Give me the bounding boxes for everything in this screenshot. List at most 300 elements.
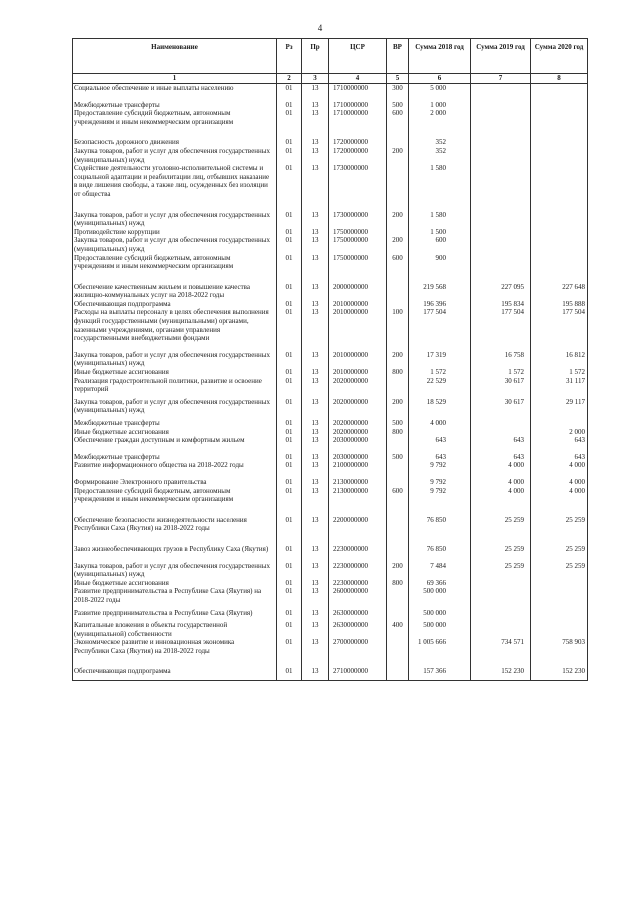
cell-sum-2019: 643	[471, 436, 531, 445]
spacer-cell	[302, 533, 329, 545]
col-number: 2	[277, 74, 302, 84]
spacer-cell	[471, 445, 531, 453]
cell-rz: 01	[277, 461, 302, 470]
cell-sum-2019: 4 000	[471, 487, 531, 504]
cell-rz: 01	[277, 211, 302, 228]
cell-csr: 2010000000	[329, 308, 387, 342]
cell-sum-2020	[531, 621, 588, 638]
cell-name: Межбюджетные трансферты	[73, 453, 277, 462]
cell-sum-2019	[471, 109, 531, 126]
cell-csr: 2000000000	[329, 283, 387, 300]
cell-sum-2019	[471, 609, 531, 618]
cell-csr: 1750000000	[329, 254, 387, 271]
table-row	[73, 308, 588, 342]
table-row	[73, 283, 588, 300]
cell-pr: 13	[302, 84, 329, 93]
table-row	[73, 428, 588, 437]
spacer-cell	[531, 470, 588, 478]
cell-vr	[387, 461, 409, 470]
cell-sum-2019	[471, 138, 531, 147]
cell-sum-2020: 25 259	[531, 545, 588, 554]
row-spacer	[73, 126, 588, 138]
table-row	[73, 516, 588, 533]
spacer-cell	[409, 655, 471, 667]
cell-sum-2018: 1 572	[409, 368, 471, 377]
spacer-cell	[302, 126, 329, 138]
cell-pr: 13	[302, 147, 329, 164]
cell-vr	[387, 667, 409, 676]
cell-rz: 01	[277, 579, 302, 588]
cell-pr: 13	[302, 101, 329, 110]
table-row	[73, 587, 588, 604]
cell-sum-2019: 734 571	[471, 638, 531, 655]
cell-name: Предоставление субсидий бюджетным, автономным учреждениям и иным некоммерческим организациям	[73, 109, 277, 126]
row-spacer	[73, 533, 588, 545]
spacer-cell	[531, 533, 588, 545]
cell-vr	[387, 587, 409, 604]
cell-csr: 2020000000	[329, 398, 387, 415]
cell-name: Межбюджетные трансферты	[73, 419, 277, 428]
cell-sum-2019: 195 834	[471, 300, 531, 309]
cell-vr: 800	[387, 579, 409, 588]
cell-rz: 01	[277, 101, 302, 110]
spacer-cell	[409, 554, 471, 562]
cell-sum-2018: 18 529	[409, 398, 471, 415]
cell-name: Обеспечивающая подпрограмма	[73, 667, 277, 676]
cell-sum-2020: 2 000	[531, 428, 588, 437]
row-spacer	[73, 445, 588, 453]
cell-rz: 01	[277, 562, 302, 579]
cell-sum-2020: 31 117	[531, 377, 588, 394]
cell-sum-2018: 5 000	[409, 84, 471, 93]
spacer-cell	[409, 533, 471, 545]
spacer-cell	[329, 554, 387, 562]
cell-sum-2019: 16 758	[471, 351, 531, 368]
cell-sum-2018: 352	[409, 138, 471, 147]
cell-pr: 13	[302, 300, 329, 309]
cell-sum-2019: 152 230	[471, 667, 531, 676]
spacer-cell	[531, 676, 588, 681]
spacer-cell	[409, 93, 471, 101]
table-row	[73, 419, 588, 428]
cell-rz: 01	[277, 638, 302, 655]
header-row	[73, 39, 588, 74]
cell-name: Иные бюджетные ассигнования	[73, 579, 277, 588]
cell-name: Обеспечение качественным жильем и повышение качества жилищно-коммунальных услуг на 2018-2022 годы	[73, 283, 277, 300]
cell-sum-2018: 9 792	[409, 478, 471, 487]
cell-pr: 13	[302, 428, 329, 437]
cell-pr: 13	[302, 109, 329, 126]
table-row	[73, 487, 588, 504]
cell-rz: 01	[277, 545, 302, 554]
cell-pr: 13	[302, 621, 329, 638]
cell-rz: 01	[277, 621, 302, 638]
cell-csr: 2100000000	[329, 461, 387, 470]
spacer-cell	[387, 655, 409, 667]
cell-rz: 01	[277, 419, 302, 428]
cell-rz: 01	[277, 138, 302, 147]
table-row	[73, 436, 588, 445]
cell-rz: 01	[277, 436, 302, 445]
cell-sum-2019	[471, 228, 531, 237]
cell-name: Противодействие коррупции	[73, 228, 277, 237]
cell-sum-2020: 643	[531, 453, 588, 462]
cell-csr: 1750000000	[329, 236, 387, 253]
cell-pr: 13	[302, 516, 329, 533]
cell-sum-2020	[531, 147, 588, 164]
cell-sum-2018: 9 792	[409, 461, 471, 470]
spacer-cell	[277, 445, 302, 453]
row-spacer	[73, 93, 588, 101]
cell-name: Капитальные вложения в объекты государственной (муниципальной) собственности	[73, 621, 277, 638]
spacer-cell	[277, 676, 302, 681]
spacer-cell	[531, 504, 588, 516]
col-number: 4	[329, 74, 387, 84]
spacer-cell	[531, 126, 588, 138]
cell-sum-2019: 177 504	[471, 308, 531, 342]
spacer-cell	[73, 93, 277, 101]
cell-sum-2019	[471, 236, 531, 253]
cell-sum-2020: 25 259	[531, 516, 588, 533]
budget-table-container	[72, 38, 587, 681]
spacer-cell	[302, 504, 329, 516]
spacer-cell	[471, 271, 531, 283]
cell-vr	[387, 164, 409, 198]
cell-sum-2019	[471, 84, 531, 93]
cell-sum-2019	[471, 587, 531, 604]
cell-vr: 200	[387, 236, 409, 253]
table-row	[73, 84, 588, 93]
cell-csr: 2020000000	[329, 377, 387, 394]
cell-sum-2020	[531, 109, 588, 126]
cell-name: Закупка товаров, работ и услуг для обеспечения государственных (муниципальных) нужд	[73, 236, 277, 253]
spacer-cell	[531, 199, 588, 211]
spacer-cell	[73, 126, 277, 138]
table-row	[73, 478, 588, 487]
cell-csr: 1720000000	[329, 138, 387, 147]
row-spacer	[73, 199, 588, 211]
cell-sum-2020	[531, 609, 588, 618]
cell-sum-2018: 4 000	[409, 419, 471, 428]
cell-pr: 13	[302, 351, 329, 368]
cell-pr: 13	[302, 487, 329, 504]
spacer-cell	[409, 126, 471, 138]
cell-csr: 1730000000	[329, 211, 387, 228]
cell-sum-2018: 900	[409, 254, 471, 271]
cell-name: Развитие предпринимательства в Республике Саха (Якутия)	[73, 609, 277, 618]
cell-sum-2018: 177 504	[409, 308, 471, 342]
cell-sum-2020	[531, 101, 588, 110]
cell-csr: 1750000000	[329, 228, 387, 237]
cell-sum-2018: 17 319	[409, 351, 471, 368]
cell-sum-2020: 643	[531, 436, 588, 445]
cell-pr: 13	[302, 211, 329, 228]
col-header-csr: ЦСР	[329, 39, 387, 74]
cell-sum-2020	[531, 211, 588, 228]
spacer-cell	[302, 655, 329, 667]
cell-name: Предоставление субсидий бюджетным, автономным учреждениям и иным некоммерческим организациям	[73, 487, 277, 504]
spacer-cell	[471, 554, 531, 562]
cell-rz: 01	[277, 236, 302, 253]
cell-sum-2019	[471, 147, 531, 164]
cell-rz: 01	[277, 428, 302, 437]
row-spacer	[73, 554, 588, 562]
cell-sum-2018: 157 366	[409, 667, 471, 676]
cell-rz: 01	[277, 398, 302, 415]
spacer-cell	[387, 554, 409, 562]
spacer-cell	[73, 445, 277, 453]
spacer-cell	[531, 655, 588, 667]
cell-sum-2019: 4 000	[471, 461, 531, 470]
cell-sum-2018: 69 366	[409, 579, 471, 588]
table-row	[73, 109, 588, 126]
cell-sum-2020	[531, 164, 588, 198]
spacer-cell	[277, 470, 302, 478]
spacer-cell	[329, 126, 387, 138]
cell-sum-2020: 4 000	[531, 461, 588, 470]
cell-csr: 2010000000	[329, 368, 387, 377]
col-number: 6	[409, 74, 471, 84]
row-spacer	[73, 470, 588, 478]
spacer-cell	[73, 470, 277, 478]
cell-csr: 1720000000	[329, 147, 387, 164]
spacer-cell	[531, 554, 588, 562]
table-row	[73, 667, 588, 676]
table-row	[73, 228, 588, 237]
cell-pr: 13	[302, 283, 329, 300]
cell-pr: 13	[302, 368, 329, 377]
cell-name: Реализация градостроительной политики, развитие и освоение территорий	[73, 377, 277, 394]
table-row	[73, 236, 588, 253]
col-header-vr: ВР	[387, 39, 409, 74]
cell-csr: 2230000000	[329, 562, 387, 579]
cell-sum-2018: 7 484	[409, 562, 471, 579]
cell-sum-2019: 4 000	[471, 478, 531, 487]
cell-sum-2020: 758 903	[531, 638, 588, 655]
spacer-cell	[409, 470, 471, 478]
spacer-cell	[387, 470, 409, 478]
cell-sum-2020	[531, 84, 588, 93]
cell-rz: 01	[277, 609, 302, 618]
cell-sum-2018: 643	[409, 453, 471, 462]
spacer-cell	[302, 470, 329, 478]
cell-vr	[387, 545, 409, 554]
cell-vr	[387, 516, 409, 533]
col-header-sum-2018: Сумма 2018 год	[409, 39, 471, 74]
spacer-cell	[73, 199, 277, 211]
spacer-cell	[409, 504, 471, 516]
cell-sum-2018: 219 568	[409, 283, 471, 300]
table-body	[73, 84, 588, 681]
cell-name: Предоставление субсидий бюджетным, автономным учреждениям и иным некоммерческим организациям	[73, 254, 277, 271]
spacer-cell	[277, 533, 302, 545]
table-row	[73, 621, 588, 638]
cell-name: Закупка товаров, работ и услуг для обеспечения государственных (муниципальных) нужд	[73, 351, 277, 368]
cell-sum-2019	[471, 254, 531, 271]
cell-rz: 01	[277, 283, 302, 300]
spacer-cell	[277, 554, 302, 562]
col-header-sum-2019: Сумма 2019 год	[471, 39, 531, 74]
cell-sum-2018: 500 000	[409, 621, 471, 638]
spacer-cell	[387, 343, 409, 351]
table-row	[73, 398, 588, 415]
cell-csr: 2710000000	[329, 667, 387, 676]
table-row	[73, 254, 588, 271]
cell-name: Развитие предпринимательства в Республике Саха (Якутия) на 2018-2022 годы	[73, 587, 277, 604]
cell-sum-2020: 177 504	[531, 308, 588, 342]
cell-pr: 13	[302, 667, 329, 676]
cell-rz: 01	[277, 377, 302, 394]
cell-vr: 400	[387, 621, 409, 638]
cell-csr: 2700000000	[329, 638, 387, 655]
spacer-cell	[471, 199, 531, 211]
cell-rz: 01	[277, 453, 302, 462]
cell-csr: 2130000000	[329, 487, 387, 504]
cell-rz: 01	[277, 147, 302, 164]
cell-sum-2019	[471, 579, 531, 588]
spacer-cell	[387, 676, 409, 681]
table-row	[73, 147, 588, 164]
table-row	[73, 138, 588, 147]
spacer-cell	[531, 93, 588, 101]
cell-vr: 200	[387, 562, 409, 579]
cell-csr: 1710000000	[329, 101, 387, 110]
spacer-cell	[73, 554, 277, 562]
spacer-cell	[329, 199, 387, 211]
spacer-cell	[277, 199, 302, 211]
cell-name: Иные бюджетные ассигнования	[73, 428, 277, 437]
cell-name: Закупка товаров, работ и услуг для обеспечения государственных (муниципальных) нужд	[73, 147, 277, 164]
row-spacer	[73, 343, 588, 351]
cell-name: Закупка товаров, работ и услуг для обеспечения государственных (муниципальных) нужд	[73, 398, 277, 415]
cell-vr: 200	[387, 398, 409, 415]
cell-pr: 13	[302, 562, 329, 579]
row-spacer	[73, 655, 588, 667]
cell-vr	[387, 609, 409, 618]
col-header-pr: Пр	[302, 39, 329, 74]
cell-pr: 13	[302, 638, 329, 655]
cell-vr: 200	[387, 147, 409, 164]
cell-vr: 600	[387, 487, 409, 504]
spacer-cell	[409, 199, 471, 211]
cell-sum-2019: 25 259	[471, 516, 531, 533]
cell-csr: 2600000000	[329, 587, 387, 604]
cell-sum-2020	[531, 587, 588, 604]
cell-rz: 01	[277, 300, 302, 309]
cell-rz: 01	[277, 109, 302, 126]
cell-csr: 2010000000	[329, 351, 387, 368]
spacer-cell	[73, 533, 277, 545]
spacer-cell	[531, 271, 588, 283]
cell-name: Социальное обеспечение и иные выплаты населению	[73, 84, 277, 93]
spacer-cell	[302, 343, 329, 351]
cell-vr	[387, 638, 409, 655]
cell-vr: 600	[387, 109, 409, 126]
cell-sum-2019	[471, 428, 531, 437]
spacer-cell	[73, 271, 277, 283]
cell-sum-2019: 1 572	[471, 368, 531, 377]
cell-csr: 2130000000	[329, 478, 387, 487]
spacer-cell	[471, 504, 531, 516]
col-number: 1	[73, 74, 277, 84]
cell-sum-2018: 196 396	[409, 300, 471, 309]
cell-sum-2019: 30 617	[471, 377, 531, 394]
cell-pr: 13	[302, 228, 329, 237]
spacer-cell	[387, 199, 409, 211]
cell-pr: 13	[302, 478, 329, 487]
spacer-cell	[329, 343, 387, 351]
cell-vr	[387, 436, 409, 445]
cell-rz: 01	[277, 164, 302, 198]
cell-sum-2019: 25 259	[471, 562, 531, 579]
cell-name: Завоз жизнеобеспечивающих грузов в Республику Саха (Якутия)	[73, 545, 277, 554]
spacer-cell	[277, 655, 302, 667]
page-number: 4	[317, 23, 323, 33]
cell-sum-2020	[531, 579, 588, 588]
cell-pr: 13	[302, 545, 329, 554]
spacer-cell	[471, 343, 531, 351]
cell-name: Экономическое развитие и инновационная экономика Республики Саха (Якутия) на 2018-2022 годы	[73, 638, 277, 655]
table-row	[73, 562, 588, 579]
table-row	[73, 453, 588, 462]
cell-rz: 01	[277, 308, 302, 342]
cell-sum-2020	[531, 419, 588, 428]
cell-pr: 13	[302, 398, 329, 415]
cell-sum-2020: 152 230	[531, 667, 588, 676]
cell-sum-2018: 1 000	[409, 101, 471, 110]
cell-csr: 2010000000	[329, 300, 387, 309]
cell-sum-2020	[531, 228, 588, 237]
cell-rz: 01	[277, 84, 302, 93]
cell-sum-2020: 29 117	[531, 398, 588, 415]
cell-sum-2018: 1 005 666	[409, 638, 471, 655]
cell-vr: 800	[387, 428, 409, 437]
cell-pr: 13	[302, 579, 329, 588]
cell-vr	[387, 300, 409, 309]
spacer-cell	[277, 126, 302, 138]
cell-rz: 01	[277, 254, 302, 271]
table-row	[73, 164, 588, 198]
spacer-cell	[409, 445, 471, 453]
cell-pr: 13	[302, 138, 329, 147]
cell-name: Закупка товаров, работ и услуг для обеспечения государственных (муниципальных) нужд	[73, 211, 277, 228]
table-header	[73, 39, 588, 84]
cell-rz: 01	[277, 587, 302, 604]
cell-name: Развитие информационного общества на 2018-2022 годы	[73, 461, 277, 470]
cell-sum-2018: 22 529	[409, 377, 471, 394]
cell-pr: 13	[302, 308, 329, 342]
spacer-cell	[277, 504, 302, 516]
cell-sum-2018: 500 000	[409, 587, 471, 604]
cell-pr: 13	[302, 419, 329, 428]
spacer-cell	[387, 445, 409, 453]
cell-sum-2018: 1 580	[409, 211, 471, 228]
table-row	[73, 351, 588, 368]
cell-csr: 1730000000	[329, 164, 387, 198]
table-row	[73, 300, 588, 309]
cell-vr: 500	[387, 453, 409, 462]
cell-csr: 2630000000	[329, 621, 387, 638]
table-row	[73, 377, 588, 394]
spacer-cell	[329, 445, 387, 453]
cell-name: Формирование Электронного правительства	[73, 478, 277, 487]
cell-sum-2019: 227 095	[471, 283, 531, 300]
spacer-cell	[329, 676, 387, 681]
col-header-sum-2020: Сумма 2020 год	[531, 39, 588, 74]
spacer-cell	[387, 126, 409, 138]
row-spacer	[73, 676, 588, 681]
spacer-cell	[73, 655, 277, 667]
